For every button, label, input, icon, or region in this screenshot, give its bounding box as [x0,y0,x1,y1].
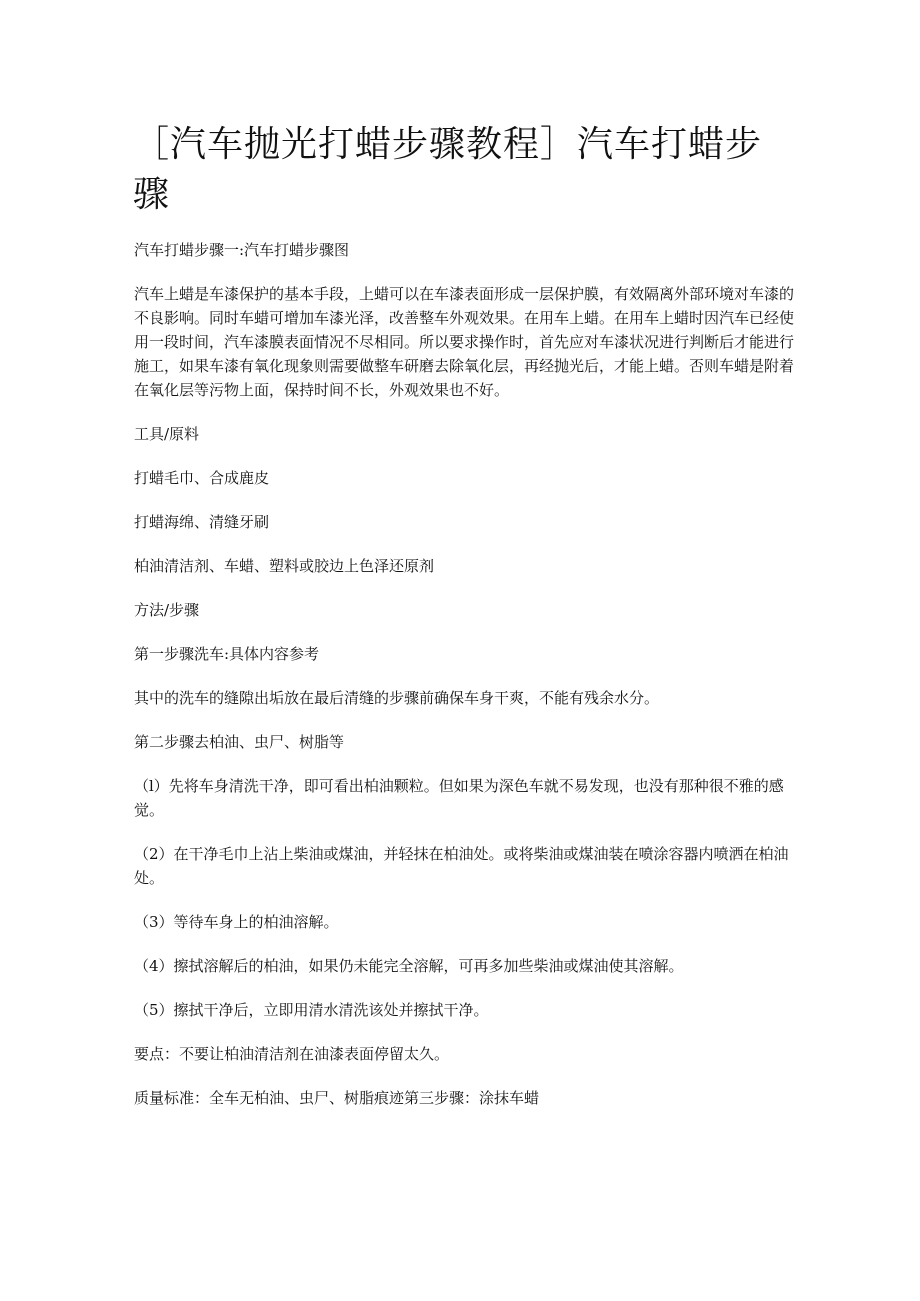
paragraph-quality-standard: 质量标准：全车无柏油、虫尸、树脂痕迹第三步骤：涂抹车蜡 [134,1089,540,1107]
paragraph-step-1: 第一步骤洗车:具体内容参考 [134,645,320,663]
page-title: ［汽车抛光打蜡步骤教程］汽车打蜡步骤 [133,124,763,215]
paragraph-step-2-item-3: （3）等待车身上的柏油溶解。 [134,913,339,931]
paragraph-tools-1: 打蜡毛巾、合成鹿皮 [134,469,270,487]
paragraph-step-2-item-2: （2）在干净毛巾上沾上柴油或煤油，并轻抹在柏油处。或将柴油或煤油装在喷涂容器内喷洒在柏油处。 [134,845,789,887]
paragraph-tools-heading: 工具/原料 [134,425,200,443]
paragraph-method-heading: 方法/步骤 [134,601,200,619]
paragraph-step-2-item-4: （4）擦拭溶解后的柏油，如果仍未能完全溶解，可再多加些柴油或煤油使其溶解。 [134,957,684,975]
document-body [134,238,794,1130]
paragraph-step-1-note: 其中的洗车的缝隙出垢放在最后清缝的步骤前确保车身干爽，不能有残余水分。 [134,689,660,707]
paragraph-tools-3: 柏油清洁剂、车蜡、塑料或胶边上色泽还原剂 [134,557,435,575]
paragraph-tools-2: 打蜡海绵、清缝牙刷 [134,513,270,531]
paragraph-step-2-item-5: （5）擦拭干净后，立即用清水清洗该处并擦拭干净。 [134,1001,489,1019]
paragraph-step-2: 第二步骤去柏油、虫尸、树脂等 [134,733,345,751]
paragraph-intro: 汽车上蜡是车漆保护的基本手段，上蜡可以在车漆表面形成一层保护膜，有效隔离外部环境对车漆的不良影响。同时车蜡可增加车漆光泽，改善整车外观效果。在用车上蜡。在用车上蜡时因汽车已经使用一段时间，汽车漆膜表面情况不尽相同。所以要求操作时，首先应对车漆状况进行判断后才能进行施工，如果车漆有氧化现象则需要做整车研磨去除氧化层，再经抛光后，才能上蜡。否则车蜡是附着在氧化层等污物上面，保持时间不长，外观效果也不好。 [134,285,795,399]
paragraph-key-point: 要点：不要让柏油清洁剂在油漆表面停留太久。 [134,1045,450,1063]
paragraph-subtitle: 汽车打蜡步骤一:汽车打蜡步骤图 [134,241,350,259]
paragraph-step-2-item-1: （l）先将车身清洗干净，即可看出柏油颗粒。但如果为深色车就不易发现，也没有那种很不雅的感觉。 [134,777,784,819]
